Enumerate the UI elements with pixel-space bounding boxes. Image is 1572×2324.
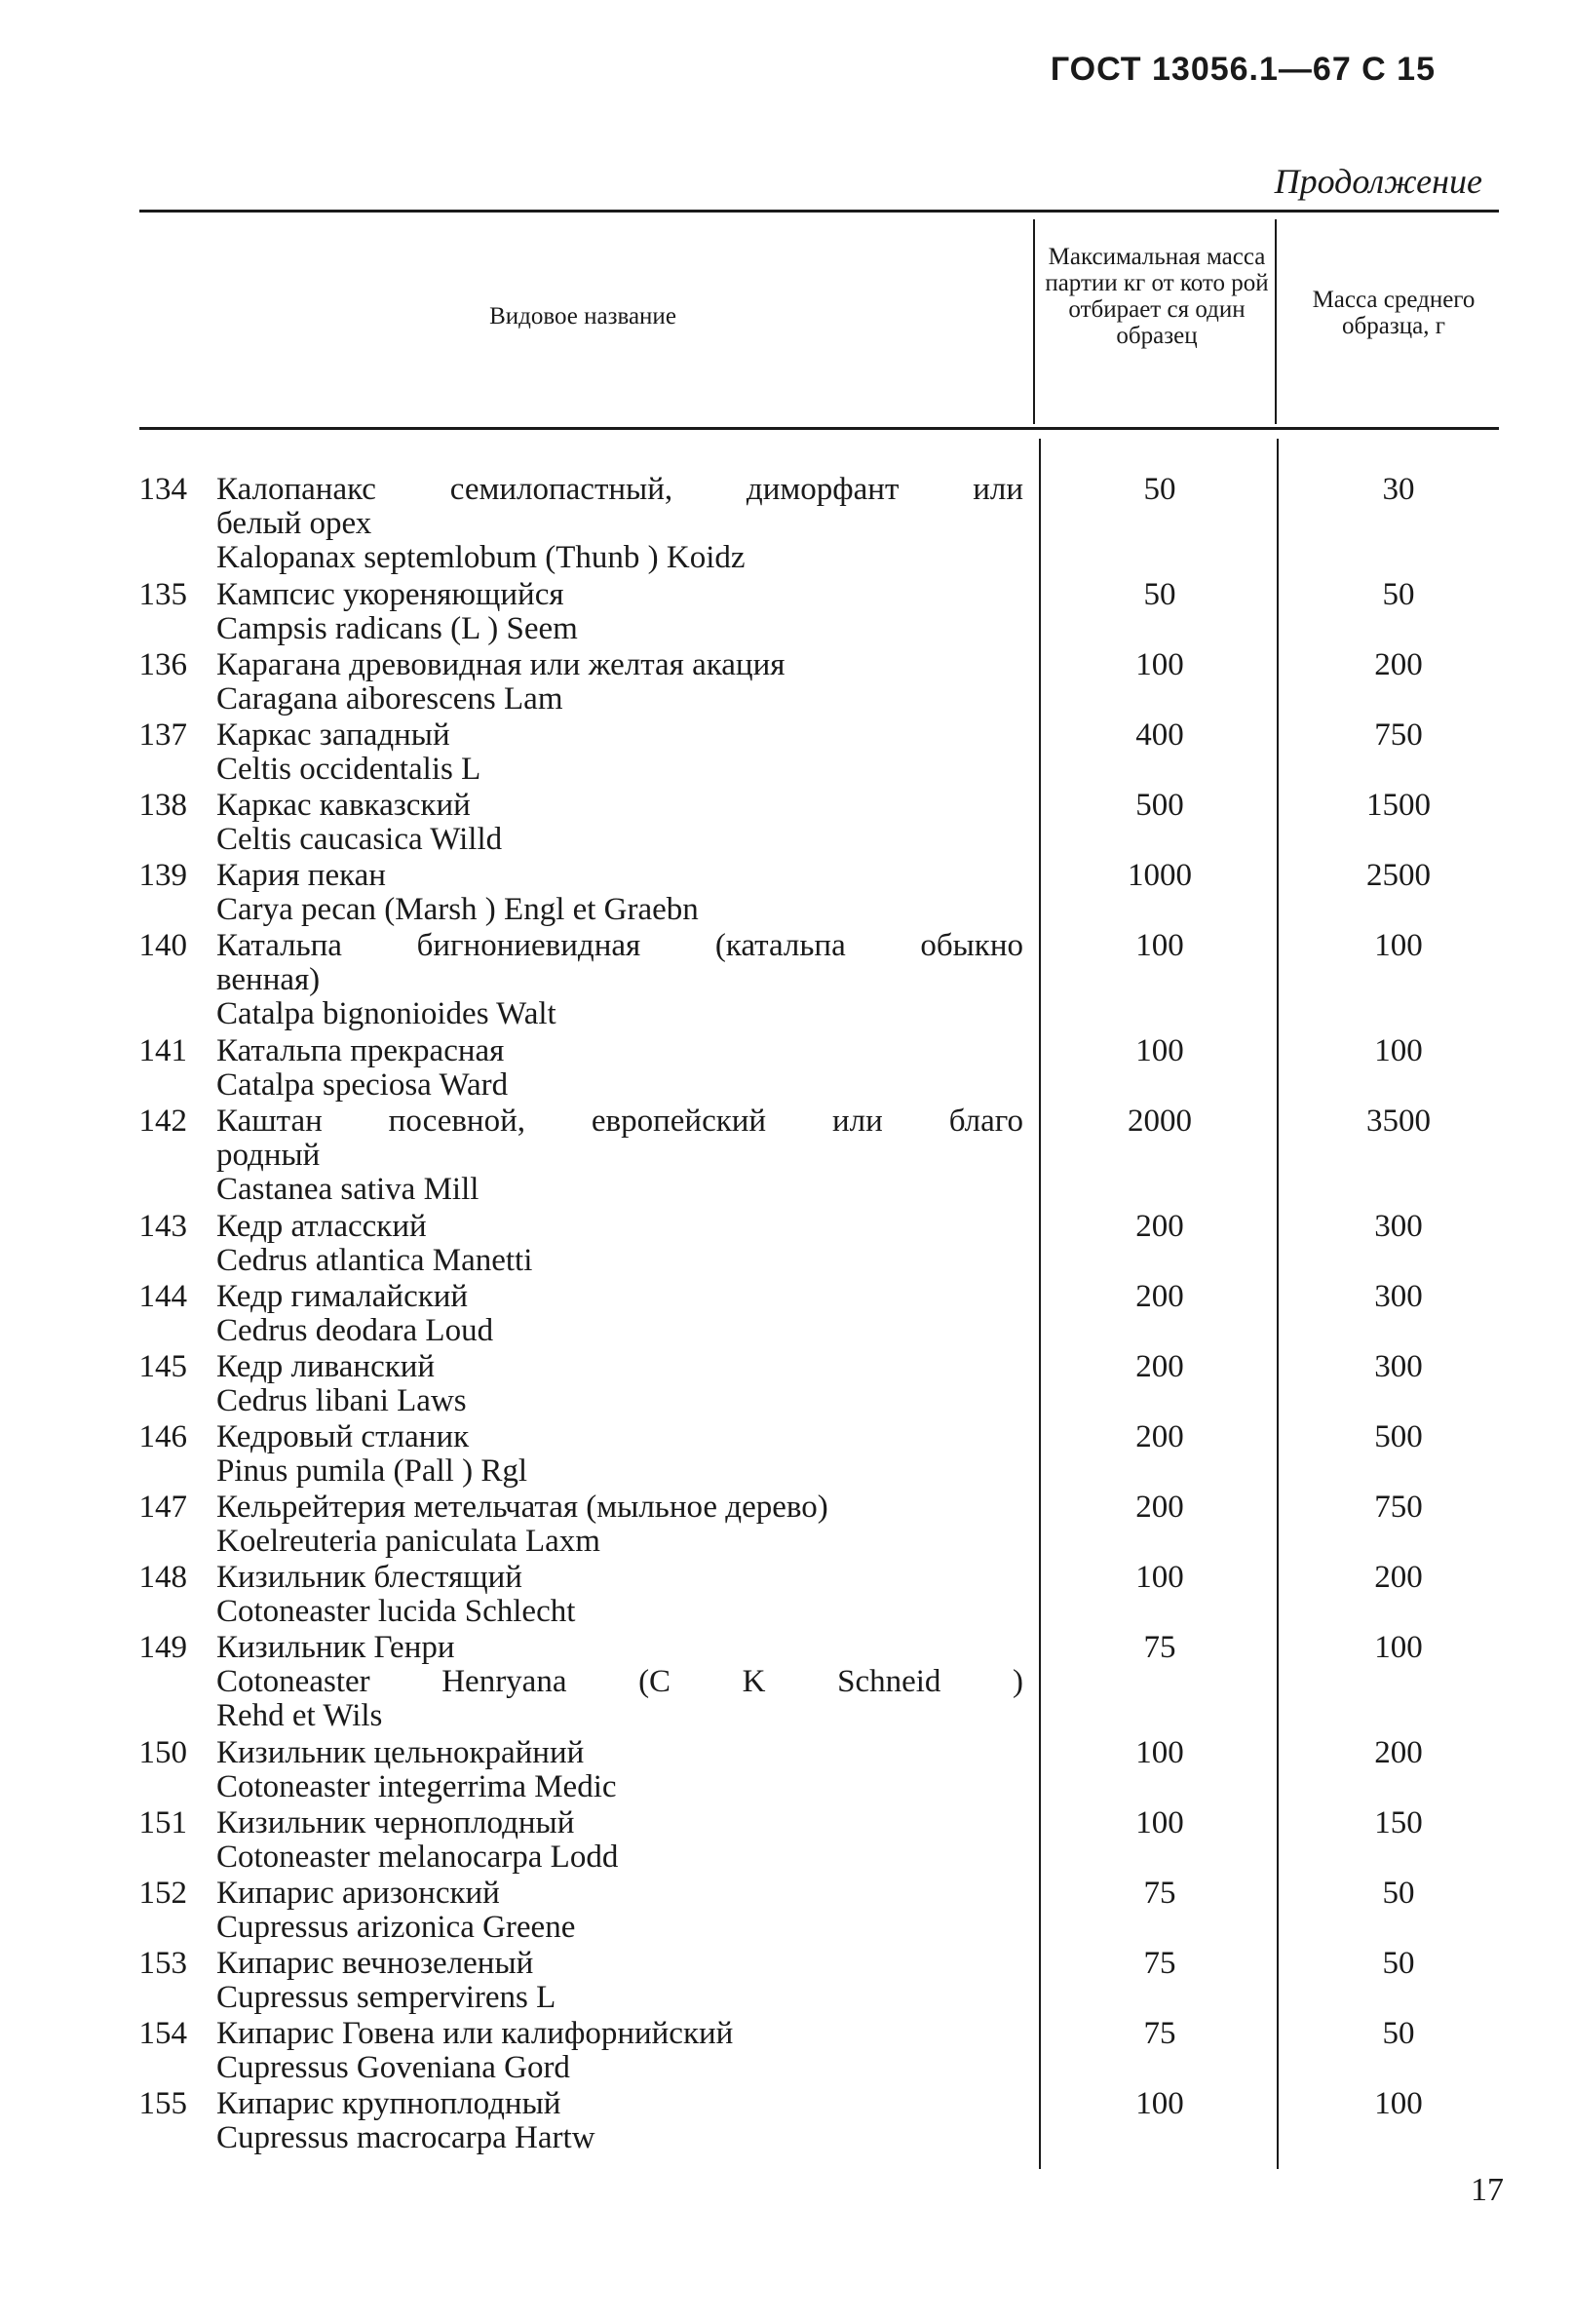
max-batch-mass: 100: [1135, 1735, 1184, 1770]
latin-name-line: Celtis occidentalis L: [216, 752, 481, 787]
latin-name-line: Cedrus atlantica Manetti: [216, 1243, 533, 1278]
row-number: 149: [138, 1630, 187, 1665]
sample-mass: 200: [1374, 647, 1423, 682]
sample-mass: 50: [1382, 1946, 1415, 1981]
russian-name-line: Кипарис вечнозеленый: [216, 1946, 534, 1981]
species-name: [216, 1947, 1023, 2015]
max-batch-mass: 75: [1143, 1946, 1176, 1981]
russian-name-line: Кедр ливанский: [216, 1349, 436, 1384]
sample-mass: 100: [1374, 1033, 1423, 1068]
russian-name-line: белый орех: [216, 506, 372, 541]
russian-name-line: Кизильник Генри: [216, 1630, 455, 1665]
sample-mass: 200: [1374, 1735, 1423, 1770]
species-name: [216, 2087, 1023, 2155]
max-batch-mass: 100: [1135, 1033, 1184, 1068]
russian-name-line: Кизильник блестящий: [216, 1560, 522, 1595]
species-name: [216, 859, 1023, 927]
sample-mass: 100: [1374, 1630, 1423, 1665]
row-number: 136: [138, 647, 187, 682]
row-number: 135: [138, 577, 187, 612]
row-number: 146: [138, 1419, 187, 1454]
max-batch-mass: 2000: [1128, 1104, 1192, 1139]
row-number: 139: [138, 858, 187, 893]
table-top-rule: [139, 210, 1499, 213]
russian-name-line: венная): [216, 962, 321, 997]
row-number: 145: [138, 1349, 187, 1384]
latin-name-line: Pinus pumila (Pall ) Rgl: [216, 1453, 528, 1489]
latin-name-line: Cupressus macrocarpa Hartw: [216, 2120, 595, 2155]
max-batch-mass: 75: [1143, 1630, 1176, 1665]
species-name: [216, 1877, 1023, 1945]
max-batch-mass: 200: [1135, 1419, 1184, 1454]
species-name: [216, 1631, 1023, 1733]
column-divider: [1275, 219, 1277, 424]
continuation-label: Продолжение: [1274, 162, 1482, 201]
species-name: [216, 1210, 1023, 1278]
latin-name-line: Rehd et Wils: [216, 1698, 383, 1733]
russian-name-line: Кипарис крупноплодный: [216, 2086, 561, 2121]
max-batch-mass: 50: [1143, 472, 1176, 507]
latin-name-line: Campsis radicans (L ) Seem: [216, 611, 578, 646]
species-name: [216, 1491, 1023, 1559]
latin-name-line: Cotoneaster lucida Schlecht: [216, 1594, 576, 1629]
species-name: [216, 1034, 1023, 1103]
column-divider: [1033, 219, 1035, 424]
column-header-name: Видовое название: [489, 303, 676, 329]
russian-name-line: Каркас западный: [216, 717, 450, 753]
sample-mass: 1500: [1366, 788, 1431, 823]
sample-mass: 500: [1374, 1419, 1423, 1454]
max-batch-mass: 100: [1135, 928, 1184, 963]
russian-name-line: Катальпа бигнониевидная (катальпа обыкно: [216, 928, 1023, 963]
species-name: [216, 718, 1023, 787]
sample-mass: 100: [1374, 2086, 1423, 2121]
row-number: 155: [138, 2086, 187, 2121]
row-number: 147: [138, 1490, 187, 1525]
max-batch-mass: 400: [1135, 717, 1184, 753]
row-number: 143: [138, 1209, 187, 1244]
row-number: 138: [138, 788, 187, 823]
max-batch-mass: 500: [1135, 788, 1184, 823]
sample-mass: 50: [1382, 2016, 1415, 2051]
sample-mass: 300: [1374, 1279, 1423, 1314]
row-number: 148: [138, 1560, 187, 1595]
sample-mass: 2500: [1366, 858, 1431, 893]
row-number: 134: [138, 472, 187, 507]
sample-mass: 750: [1374, 1490, 1423, 1525]
species-name: [216, 1350, 1023, 1418]
latin-name-line: Celtis caucasica Willd: [216, 822, 503, 857]
latin-name-line: Castanea sativa Mill: [216, 1172, 479, 1207]
max-batch-mass: 100: [1135, 647, 1184, 682]
latin-name-line: Cupressus sempervirens L: [216, 1980, 556, 2015]
russian-name-line: Кампсис укореняющийся: [216, 577, 564, 612]
max-batch-mass: 100: [1135, 1805, 1184, 1840]
russian-name-line: Кедровый стланик: [216, 1419, 470, 1454]
max-batch-mass: 100: [1135, 2086, 1184, 2121]
species-name: [216, 1280, 1023, 1348]
sample-mass: 30: [1382, 472, 1415, 507]
sample-mass: 50: [1382, 1876, 1415, 1911]
russian-name-line: Кария пекан: [216, 858, 386, 893]
sample-mass: 50: [1382, 577, 1415, 612]
max-batch-mass: 200: [1135, 1209, 1184, 1244]
sample-mass: 200: [1374, 1560, 1423, 1595]
row-number: 137: [138, 717, 187, 753]
latin-name-line: Cedrus libani Laws: [216, 1383, 467, 1418]
russian-name-line: Карагана древовидная или желтая акация: [216, 647, 786, 682]
max-batch-mass: 200: [1135, 1490, 1184, 1525]
latin-name-line: Catalpa speciosa Ward: [216, 1067, 509, 1103]
russian-name-line: родный: [216, 1138, 321, 1173]
species-name: [216, 1104, 1023, 1207]
latin-name-line: Cotoneaster Henryana (C K Schneid ): [216, 1664, 1023, 1699]
russian-name-line: Кизильник цельнокрайний: [216, 1735, 585, 1770]
sample-mass: 100: [1374, 928, 1423, 963]
species-name: [216, 1561, 1023, 1629]
row-number: 151: [138, 1805, 187, 1840]
russian-name-line: Катальпа прекрасная: [216, 1033, 505, 1068]
russian-name-line: Кипарис аризонский: [216, 1876, 500, 1911]
russian-name-line: Калопанакс семилопастный, диморфант или: [216, 472, 1023, 507]
row-number: 150: [138, 1735, 187, 1770]
russian-name-line: Каркас кавказский: [216, 788, 471, 823]
species-name: [216, 1420, 1023, 1489]
latin-name-line: Cotoneaster integerrima Medic: [216, 1769, 617, 1804]
max-batch-mass: 75: [1143, 2016, 1176, 2051]
species-name: [216, 2017, 1023, 2085]
row-number: 154: [138, 2016, 187, 2051]
species-name: [216, 578, 1023, 646]
sample-mass: 750: [1374, 717, 1423, 753]
latin-name-line: Cupressus arizonica Greene: [216, 1910, 576, 1945]
row-number: 141: [138, 1033, 187, 1068]
species-name: [216, 473, 1023, 575]
column-header-sample-mass: Масса среднего образца, г: [1312, 287, 1476, 339]
max-batch-mass: 75: [1143, 1876, 1176, 1911]
max-batch-mass: 200: [1135, 1349, 1184, 1384]
header-bottom-rule: [139, 427, 1499, 430]
species-name: [216, 1736, 1023, 1804]
latin-name-line: Caragana aiborescens Lam: [216, 681, 563, 717]
latin-name-line: Koelreuteria paniculata Laxm: [216, 1524, 600, 1559]
max-batch-mass: 200: [1135, 1279, 1184, 1314]
russian-name-line: Кизильник черноплодный: [216, 1805, 575, 1840]
row-number: 153: [138, 1946, 187, 1981]
row-number: 140: [138, 928, 187, 963]
sample-mass: 150: [1374, 1805, 1423, 1840]
row-number: 142: [138, 1104, 187, 1139]
species-name: [216, 648, 1023, 717]
max-batch-mass: 100: [1135, 1560, 1184, 1595]
species-name: [216, 1806, 1023, 1875]
row-number: 152: [138, 1876, 187, 1911]
russian-name-line: Кельрейтерия метельчатая (мыльное дерево): [216, 1490, 828, 1525]
russian-name-line: Кедр гималайский: [216, 1279, 469, 1314]
species-name: [216, 789, 1023, 857]
document-code: ГОСТ 13056.1—67 С 15: [1050, 51, 1436, 88]
species-name: [216, 929, 1023, 1031]
latin-name-line: Cotoneaster melanocarpa Lodd: [216, 1840, 619, 1875]
max-batch-mass: 1000: [1128, 858, 1192, 893]
row-number: 144: [138, 1279, 187, 1314]
russian-name-line: Кипарис Говена или калифорнийский: [216, 2016, 734, 2051]
latin-name-line: Carya pecan (Marsh ) Engl et Graebn: [216, 892, 699, 927]
sample-mass: 300: [1374, 1349, 1423, 1384]
latin-name-line: Cedrus deodara Loud: [216, 1313, 494, 1348]
page-number: 17: [1471, 2172, 1504, 2208]
russian-name-line: Каштан посевной, европейский или благо: [216, 1104, 1023, 1139]
column-header-max-mass: Максимальная масса партии кг от кото рой отбирает ся один образец: [1045, 244, 1269, 349]
latin-name-line: Kalopanax septemlobum (Thunb ) Koidz: [216, 540, 746, 575]
latin-name-line: Catalpa bignonioides Walt: [216, 996, 556, 1031]
sample-mass: 3500: [1366, 1104, 1431, 1139]
sample-mass: 300: [1374, 1209, 1423, 1244]
max-batch-mass: 50: [1143, 577, 1176, 612]
russian-name-line: Кедр атласский: [216, 1209, 427, 1244]
latin-name-line: Cupressus Goveniana Gord: [216, 2050, 570, 2085]
